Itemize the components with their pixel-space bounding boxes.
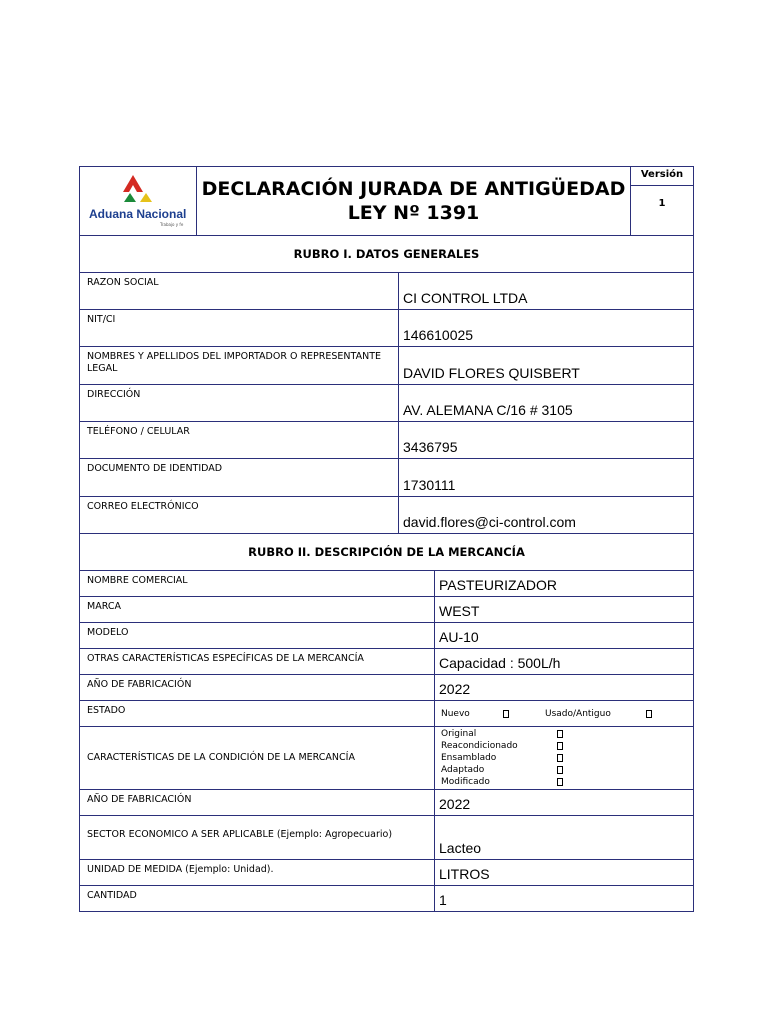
logo-tagline: Trabajo y fe: [160, 222, 184, 227]
adaptado-checkbox[interactable]: [557, 766, 563, 774]
field-value: 1: [439, 892, 447, 908]
field-label: MARCA: [80, 597, 435, 622]
field-value: WEST: [439, 603, 480, 619]
option-label: Original: [441, 729, 477, 739]
row-condicion: [80, 727, 693, 790]
field-label: SECTOR ECONOMICO A SER APLICABLE (Ejemplo: Agropecuario): [80, 816, 435, 859]
field-value: 2022: [439, 796, 471, 812]
option-ensamblado: [435, 752, 693, 764]
row-otras-caracteristicas: [80, 649, 693, 675]
field-value: 1730111: [403, 477, 456, 493]
field-value: AV. ALEMANA C/16 # 3105: [403, 402, 573, 418]
version-value: 1: [658, 198, 666, 209]
field-value: LITROS: [439, 866, 490, 882]
logo: [80, 167, 197, 235]
row-ano-fabricacion: [80, 675, 693, 701]
title-line-1: DECLARACIÓN JURADA DE ANTIGÜEDAD: [201, 178, 626, 200]
row-estado: [80, 701, 693, 727]
field-label: NOMBRE COMERCIAL: [80, 571, 435, 596]
section-2-title-text: RUBRO II. DESCRIPCIÓN DE LA MERCANCÍA: [248, 545, 525, 559]
field-value: DAVID FLORES QUISBERT: [403, 365, 580, 381]
option-label: Modificado: [441, 777, 490, 787]
row-sector-economico: [80, 816, 693, 860]
field-label: DIRECCIÓN: [80, 385, 399, 421]
row-cantidad: [80, 886, 693, 911]
option-label: Ensamblado: [441, 753, 497, 763]
row-unidad-medida: [80, 860, 693, 886]
field-label: CARACTERÍSTICAS DE LA CONDICIÓN DE LA MERCANCÍA: [80, 727, 435, 789]
reacondicionado-checkbox[interactable]: [557, 742, 563, 750]
field-label: TELÉFONO / CELULAR: [80, 422, 399, 458]
estado-options: [435, 701, 693, 726]
field-value: david.flores@ci-control.com: [403, 514, 576, 530]
logo-text: Aduana Nacional: [89, 207, 187, 221]
field-value: 3436795: [403, 439, 458, 455]
nuevo-checkbox[interactable]: [503, 710, 509, 718]
field-label: CORREO ELECTRÓNICO: [80, 497, 399, 533]
row-correo: [80, 497, 693, 534]
row-modelo: [80, 623, 693, 649]
field-label: CANTIDAD: [80, 886, 435, 911]
field-label: OTRAS CARACTERÍSTICAS ESPECÍFICAS DE LA MERCANCÍA: [80, 649, 435, 674]
original-checkbox[interactable]: [557, 730, 563, 738]
row-nombre-comercial: [80, 571, 693, 597]
option-modificado: [435, 776, 693, 788]
field-label: DOCUMENTO DE IDENTIDAD: [80, 459, 399, 496]
option-original: [435, 728, 693, 740]
section-1-title-text: RUBRO I. DATOS GENERALES: [293, 247, 480, 261]
row-direccion: [80, 385, 693, 422]
option-nuevo-label: Nuevo: [441, 708, 470, 719]
row-nit: [80, 310, 693, 347]
section-1-title: [80, 236, 693, 273]
field-value: 2022: [439, 681, 471, 697]
option-adaptado: [435, 764, 693, 776]
field-label: AÑO DE FABRICACIÓN: [80, 675, 435, 700]
section-2-title: [80, 534, 693, 571]
row-documento: [80, 459, 693, 497]
field-value: AU-10: [439, 629, 479, 645]
field-value: PASTEURIZADOR: [439, 577, 557, 593]
option-reacondicionado: [435, 740, 693, 752]
field-value: CI CONTROL LTDA: [403, 290, 528, 306]
field-label: NIT/CI: [80, 310, 399, 346]
field-label: ESTADO: [80, 701, 435, 726]
row-razon-social: [80, 273, 693, 310]
condicion-options: [435, 727, 693, 789]
version-box: [631, 167, 693, 235]
form-title: [197, 167, 631, 235]
row-telefono: [80, 422, 693, 459]
field-label: RAZON SOCIAL: [80, 273, 399, 309]
modificado-checkbox[interactable]: [557, 778, 563, 786]
ensamblado-checkbox[interactable]: [557, 754, 563, 762]
form-header: [80, 167, 693, 236]
option-label: Adaptado: [441, 765, 485, 775]
field-value: Capacidad : 500L/h: [439, 655, 561, 671]
usado-checkbox[interactable]: [646, 710, 652, 718]
declaration-form: [79, 166, 694, 912]
field-value: Lacteo: [439, 840, 482, 856]
option-usado-label: Usado/Antiguo: [545, 708, 611, 719]
field-label: UNIDAD DE MEDIDA (Ejemplo: Unidad).: [80, 860, 435, 885]
title-line-2: LEY Nº 1391: [347, 202, 480, 224]
row-ano-fabricacion-2: [80, 790, 693, 816]
row-marca: [80, 597, 693, 623]
version-label: Versión: [631, 167, 693, 186]
field-label: AÑO DE FABRICACIÓN: [80, 790, 435, 815]
field-label: NOMBRES Y APELLIDOS DEL IMPORTADOR O REPRESENTANTE LEGAL: [80, 347, 399, 384]
row-nombres: [80, 347, 693, 385]
option-label: Reacondicionado: [441, 741, 518, 751]
field-value: 146610025: [403, 327, 474, 343]
field-label: MODELO: [80, 623, 435, 648]
